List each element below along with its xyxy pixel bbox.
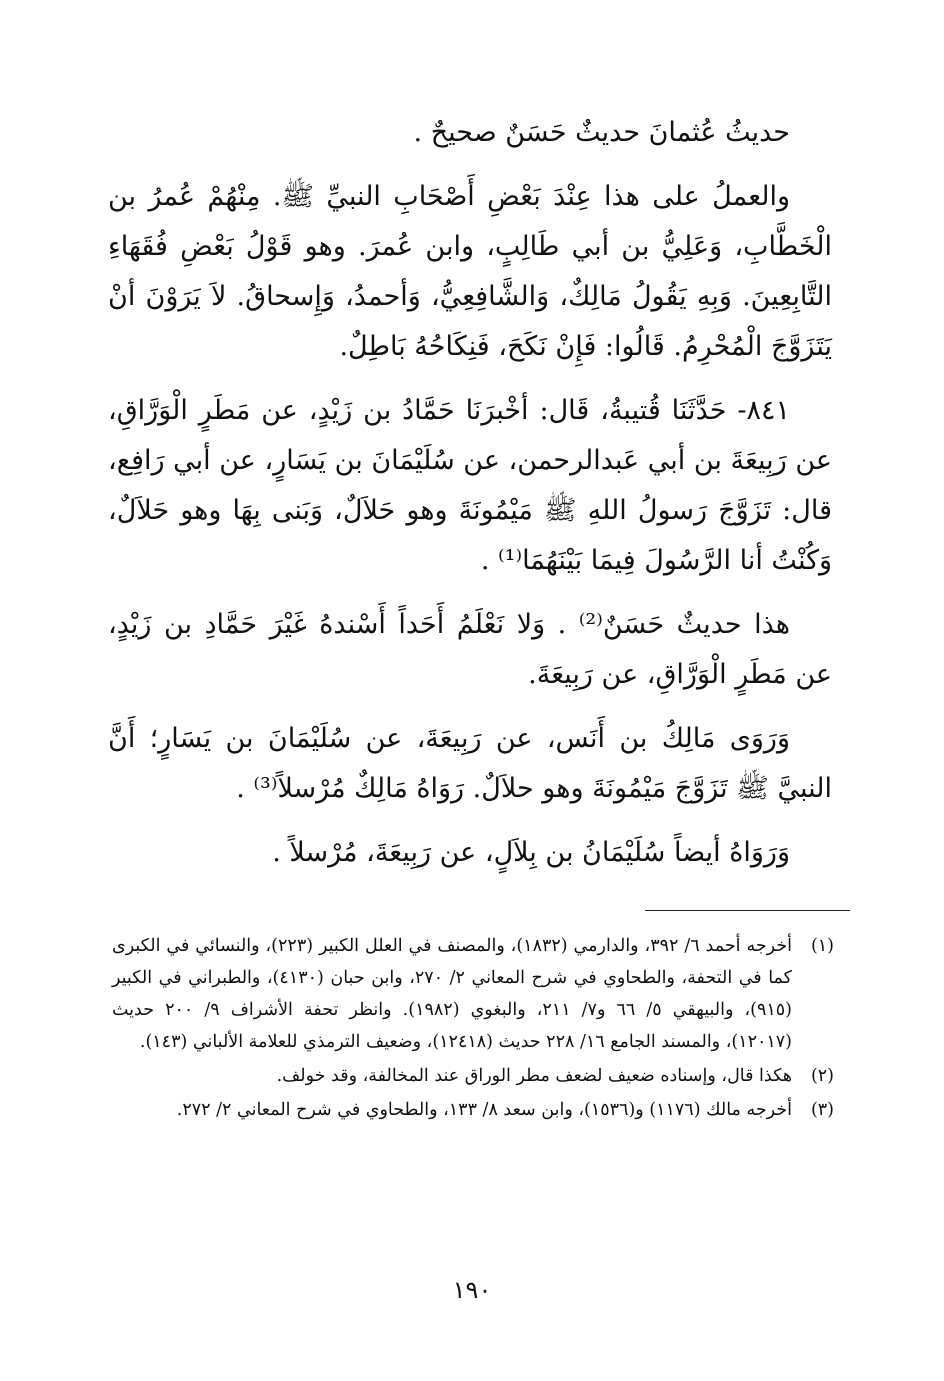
footnote-number: (٢) bbox=[810, 1066, 834, 1086]
footnote-text: أخرجه مالك (١١٧٦) و(١٥٣٦)، وابن سعد ٨/ ١٣٣، والطحاوي في شرح المعاني ٢/ ٢٧٢. bbox=[176, 1100, 792, 1120]
main-text bbox=[108, 108, 832, 892]
paragraph-hadith-assessment: هذا حديثٌ حَسَنٌ⁽²⁾ . وَلا نَعْلَمُ أَحَداً أَسْندهُ غَيْرَ حَمَّادِ بن زَيْدٍ، عن مَطَرٍ الْوَرَّاقِ، عن رَبِيعَةَ. bbox=[108, 609, 832, 690]
page-number: ١٩٠ bbox=[452, 1276, 492, 1304]
paragraph-scholars-practice: والعملُ على هذا عِنْدَ بَعْضِ أَصْحَابِ النبيِّ ﷺ. مِنْهُمْ عُمرُ بن الْخَطَّابِ، وَعَلِيُّ بن أبي طَالِبٍ، وابن عُمرَ. وهو قَوْلُ بَعْضِ فُقَهَاءِ التَّابِعِينَ. وَبِهِ يَقُولُ مَالِكٌ، وَالشَّافِعِيُّ، وَأحمدُ، وَإِسحاقُ. لاَ يَرَوْنَ أنْ يَتَزَوَّجَ الْمُحْرِمُ. قَالُوا: فَإِنْ نَكَحَ، فَنِكَاحُهُ بَاطِلٌ. bbox=[108, 181, 832, 362]
footnote-3 bbox=[112, 1094, 834, 1126]
paragraph-malik-narration: وَرَوَى مَالِكُ بن أَنَس، عن رَبِيعَةَ، عن سُلَيْمَانَ بن يَسَارٍ؛ أَنَّ النبيَّ ﷺ تَزَوَّجَ مَيْمُونَةَ وهو حلاَلٌ. رَوَاهُ مَالِكٌ مُرْسلاً⁽³⁾ . bbox=[108, 723, 832, 804]
footnote-number: (١) bbox=[810, 936, 834, 956]
paragraph-sulayman-narration: وَرَوَاهُ أيضاً سُلَيْمَانُ بن بِلاَلٍ، عن رَبِيعَةَ، مُرْسلاً . bbox=[272, 837, 790, 868]
footnote-2 bbox=[112, 1060, 834, 1092]
footnote-separator bbox=[645, 910, 850, 911]
footnote-1 bbox=[112, 930, 834, 1058]
footnote-number: (٣) bbox=[810, 1100, 834, 1120]
footnote-text: أخرجه أحمد ٦/ ٣٩٢، والدارمي (١٨٣٢)، والمصنف في العلل الكبير (٢٢٣)، والنسائي في الكبرى كما في التحفة، والطحاوي في شرح المعاني ٢/ ٢٧٠، وابن حبان (٤١٣٠)، والطبراني في الكبير (٩١٥)، والبيهقي ٥/ ٦٦ و٧/ ٢١١، والبغوي (١٩٨٢). وانظر تحفة الأشراف ٩/ ٢٠٠ حديث (١٢٠١٧)، والمسند الجامع ١٦/ ٢٢٨ حديث (١٢٤١٨)، وضعيف الترمذي للعلامة الألباني (١٤٣). bbox=[112, 936, 792, 1052]
footnote-text: هكذا قال، وإسناده ضعيف لضعف مطر الوراق عند المخالفة، وقد خولف. bbox=[276, 1066, 792, 1086]
footnotes bbox=[112, 930, 834, 1128]
paragraph-hadith-grade: حديثُ عُثمانَ حديثٌ حَسَنٌ صحيحٌ . bbox=[413, 117, 790, 148]
paragraph-hadith-841: ٨٤١- حَدَّثَنَا قُتيبةُ، قَال: أخْبرَنَا حَمَّادُ بن زَيْدٍ، عن مَطَرٍ الْوَرَّاقِ، عن رَبِيعَةَ بن أبي عَبدالرحمن، عن سُلَيْمَانَ بن يَسَارٍ، عن أبي رَافِع، قال: تَزَوَّجَ رَسولُ اللهِ ﷺ مَيْمُونَةَ وهو حَلاَلٌ، وَبَنى بِهَا وهو حَلاَلٌ، وَكُنْتُ أنا الرَّسُولَ فِيمَا بَيْنَهُمَا⁽¹⁾ . bbox=[108, 395, 832, 576]
